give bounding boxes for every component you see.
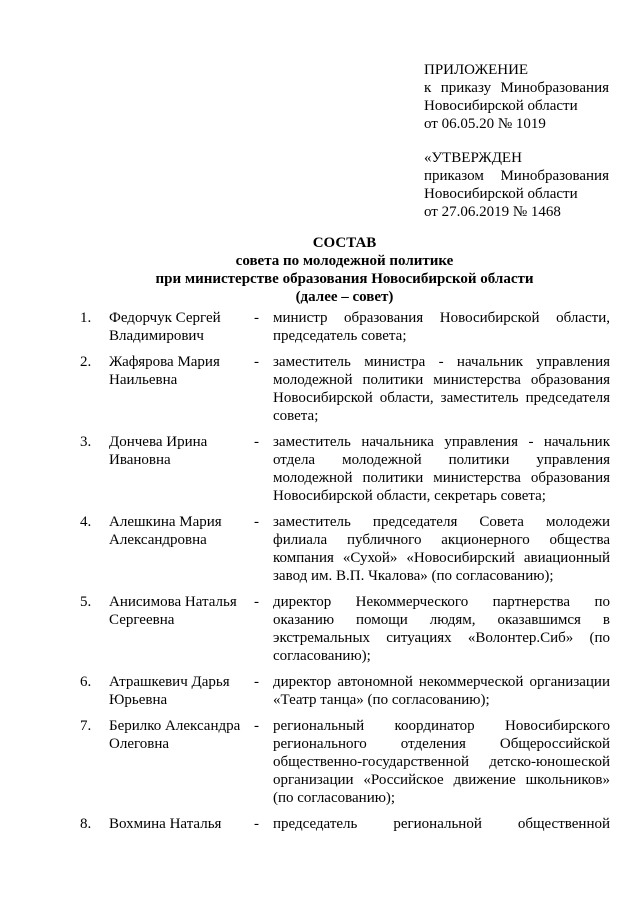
member-name-line: Анисимова Наталья xyxy=(109,594,237,610)
member-number: 4. xyxy=(80,514,92,530)
member-name-line: Ивановна xyxy=(109,452,171,468)
member-separator: - xyxy=(254,594,259,610)
member-name-line: Наильевна xyxy=(109,372,178,388)
member-name xyxy=(109,309,250,345)
member-name-line: Олеговна xyxy=(109,736,170,752)
member-number: 3. xyxy=(80,434,92,450)
member-position-line: (по согласованию); xyxy=(273,790,396,806)
member-position-line: совета; xyxy=(273,408,319,424)
title-line-council: совета по молодежной политике xyxy=(235,253,454,269)
member-name-line: Сергеевна xyxy=(109,612,175,628)
member-name-line: Дончева Ирина xyxy=(109,434,208,450)
member-row xyxy=(80,717,620,807)
approved-order-line: приказом Минобразования xyxy=(424,168,609,184)
member-row xyxy=(80,353,620,425)
member-row xyxy=(80,513,620,585)
member-row xyxy=(80,309,620,345)
member-position-line: регионального отделения Общероссийской xyxy=(273,736,610,752)
member-separator: - xyxy=(254,816,259,832)
member-position-line: региональный координатор Новосибирского xyxy=(273,718,610,734)
member-row xyxy=(80,433,620,505)
member-position xyxy=(273,353,610,425)
member-number: 8. xyxy=(80,816,92,832)
member-separator: - xyxy=(254,514,259,530)
appendix-region-line: Новосибирской области xyxy=(424,98,578,114)
appendix-date-line: от 06.05.20 № 1019 xyxy=(424,116,546,132)
member-name-line: Владимирович xyxy=(109,328,204,344)
member-position xyxy=(273,513,610,585)
member-name-line: Берилко Александра xyxy=(109,718,241,734)
members-list xyxy=(80,309,620,841)
approved-date-line: от 27.06.2019 № 1468 xyxy=(424,204,561,220)
member-separator: - xyxy=(254,674,259,690)
member-name xyxy=(109,593,250,665)
member-position-line: оказанию помощи людям, оказавшимся в xyxy=(273,612,610,628)
member-row xyxy=(80,673,620,709)
member-name xyxy=(109,353,250,425)
member-name-line: Александровна xyxy=(109,532,207,548)
member-position-line: Новосибирской области, секретарь совета; xyxy=(273,488,546,504)
member-position-line: экстремальных ситуациях «Волонтер.Сиб» (по xyxy=(273,630,610,646)
member-position-line: организации «Российское движение школьников» xyxy=(273,772,610,788)
member-position xyxy=(273,433,610,505)
member-position-line: филиала публичного акционерного общества xyxy=(273,532,610,548)
member-number: 1. xyxy=(80,310,92,326)
member-position-line: «Театр танца» (по согласованию); xyxy=(273,692,490,708)
member-position-line: отдела молодежной политики управления xyxy=(273,452,610,468)
member-row xyxy=(80,815,620,833)
member-position-line: председатель региональной общественной xyxy=(273,816,610,832)
member-number: 5. xyxy=(80,594,92,610)
member-number: 7. xyxy=(80,718,92,734)
member-name xyxy=(109,513,250,585)
title-heading: СОСТАВ xyxy=(312,235,377,251)
member-position-line: Новосибирской области, заместитель председателя xyxy=(273,390,610,406)
title-line-abbrev: (далее – совет) xyxy=(295,289,394,305)
member-position xyxy=(273,815,610,833)
member-position xyxy=(273,717,610,807)
member-separator: - xyxy=(254,310,259,326)
member-name-line: Федорчук Сергей xyxy=(109,310,221,326)
title-line-ministry: при министерстве образования Новосибирской области xyxy=(155,271,534,287)
member-number: 2. xyxy=(80,354,92,370)
member-name-line: Вохмина Наталья xyxy=(109,816,222,832)
member-position-line: заместитель министра - начальник управления xyxy=(273,354,610,370)
member-name xyxy=(109,673,250,709)
member-name-line: Алешкина Мария xyxy=(109,514,222,530)
member-name xyxy=(109,433,250,505)
member-position-line: молодежной политики министерства образования xyxy=(273,470,610,486)
member-name-line: Жафярова Мария xyxy=(109,354,220,370)
member-position-line: министр образования Новосибирской области, xyxy=(273,310,610,326)
approved-label: «УТВЕРЖДЕН xyxy=(424,150,522,166)
member-position-line: заместитель начальника управления - начальник xyxy=(273,434,610,450)
member-name xyxy=(109,717,250,807)
appendix-label: ПРИЛОЖЕНИЕ xyxy=(424,62,529,78)
member-position-line: завод им. В.П. Чкалова» (по согласованию); xyxy=(273,568,554,584)
member-position xyxy=(273,673,610,709)
member-position-line: согласованию); xyxy=(273,648,371,664)
member-name xyxy=(109,815,250,833)
document-title xyxy=(80,234,609,306)
approved-region-line: Новосибирской области xyxy=(424,186,578,202)
member-separator: - xyxy=(254,718,259,734)
member-row xyxy=(80,593,620,665)
member-position-line: компания «Сухой» «Новосибирский авиационный xyxy=(273,550,610,566)
member-position-line: директор Некоммерческого партнерства по xyxy=(273,594,610,610)
member-separator: - xyxy=(254,354,259,370)
member-name-line: Юрьевна xyxy=(109,692,168,708)
approved-block xyxy=(424,149,609,221)
member-position-line: общественно-государственной детско-юношеской xyxy=(273,754,610,770)
member-position-line: директор автономной некоммерческой организации xyxy=(273,674,610,690)
member-position-line: председатель совета; xyxy=(273,328,407,344)
appendix-block xyxy=(424,61,609,133)
member-position xyxy=(273,593,610,665)
member-name-line: Атрашкевич Дарья xyxy=(109,674,230,690)
member-separator: - xyxy=(254,434,259,450)
member-number: 6. xyxy=(80,674,92,690)
member-position-line: заместитель председателя Совета молодежи xyxy=(273,514,610,530)
appendix-order-line: к приказу Минобразования xyxy=(424,80,609,96)
member-position xyxy=(273,309,610,345)
member-position-line: молодежной политики министерства образования xyxy=(273,372,610,388)
